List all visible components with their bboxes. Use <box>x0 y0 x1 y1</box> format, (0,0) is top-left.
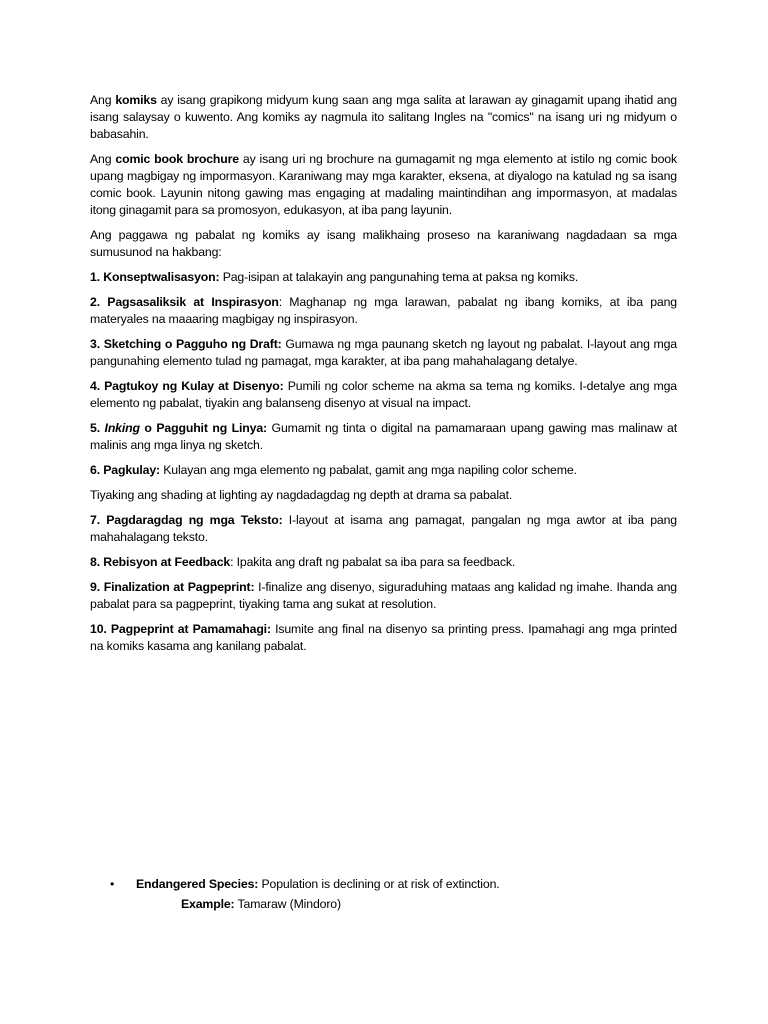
step-title: 7. Pagdaragdag ng mga Teksto: <box>90 513 283 527</box>
step-text: : Ipakita ang draft ng pabalat sa iba para sa feedback. <box>230 555 516 569</box>
step-title: 1. Konseptwalisasyon: <box>90 270 220 284</box>
intro-brochure-paragraph <box>90 151 677 219</box>
step-title: 4. Pagtukoy ng Kulay at Disenyo: <box>90 379 284 393</box>
step-title-italic: Inking <box>104 421 140 435</box>
bullet-text: Population is declining or at risk of extinction. <box>258 877 500 891</box>
step-text: : Maghanap ng mga larawan, pabalat ng ibang komiks, at iba pang materyales na maaaring magbigay ng inspirasyon. <box>90 295 677 326</box>
term-comic-book-brochure: comic book brochure <box>115 152 239 166</box>
step-number: 5. <box>90 421 105 435</box>
step-text: Pumili ng color scheme na akma sa tema ng komiks. I-detalye ang mga elemento ng pabalat, tiyakin ang balanseng disenyo at visual na impact. <box>90 379 677 410</box>
step-3 <box>90 336 677 370</box>
step-title: 9. Finalization at Pagpeprint: <box>90 580 255 594</box>
term-komiks: komiks <box>115 93 157 107</box>
step-text: Isumite ang final na disenyo sa printing press. Ipamahagi ang mga printed na komiks kasama ang kanilang pabalat. <box>90 622 677 653</box>
intro-lead: Ang <box>90 152 116 166</box>
step-4 <box>90 378 677 412</box>
intro-text: ay isang grapikong midyum kung saan ang mga salita at larawan ay ginagamit upang ihatid ang isang salaysay o kuwento. Ang komiks ay nagmula ito salitang Ingles na "comics" na isang uri ng midyum o babasahin. <box>90 93 677 141</box>
step-text: Pag-isipan at talakayin ang pangunahing tema at paksa ng komiks. <box>219 270 579 284</box>
term-endangered-species: Endangered Species: <box>136 877 259 891</box>
example-label: Example: <box>181 897 235 911</box>
step-text: Kulayan ang mga elemento ng pabalat, gamit ang mga napiling color scheme. <box>159 463 577 477</box>
step-7 <box>90 512 677 546</box>
intro-text: ay isang uri ng brochure na gumagamit ng mga elemento at istilo ng comic book upang magbigay ng impormasyon. Karaniwang may mga karakter, eksena, at diyalogo na katulad ng sa isang comic book. Layunin nitong gawing mas engaging at madaling maintindihan ang impormasyon, at madalas itong ginagamit para sa promosyon, edukasyon, at iba pang layunin. <box>90 152 677 217</box>
intro-komiks-paragraph <box>90 92 677 143</box>
intro-process-paragraph: Ang paggawa ng pabalat ng komiks ay isang malikhaing proseso na karaniwang nagdadaan sa mga sumusunod na hakbang: <box>90 228 677 259</box>
example-text: Tamaraw (Mindoro) <box>234 897 341 911</box>
step-title: 2. Pagsasaliksik at Inspirasyon <box>90 295 279 309</box>
step-text: I-finalize ang disenyo, siguraduhing mataas ang kalidad ng imahe. Ihanda ang pabalat para sa pagpeprint, tiyaking tama ang sukat at resolution. <box>90 580 678 611</box>
bullet-icon: • <box>110 877 115 891</box>
bullet-list <box>110 876 500 913</box>
step-text: Gumamit ng tinta o digital na pamamaraan upang gawing mas malinaw at malinis ang mga linya ng sketch. <box>90 421 677 452</box>
step-5 <box>90 420 677 454</box>
example-line <box>110 896 500 913</box>
step-title: 3. Sketching o Pagguho ng Draft: <box>90 337 282 351</box>
step-title: 6. Pagkulay: <box>90 463 160 477</box>
step-6-note: Tiyaking ang shading at lighting ay nagdadagdag ng depth at drama sa pabalat. <box>90 488 513 502</box>
step-2 <box>90 294 677 328</box>
step-8 <box>90 554 677 571</box>
step-text: Gumawa ng mga paunang sketch ng layout ng pabalat. I-layout ang mga pangunahing elemento tulad ng pamagat, mga karakter, at iba pang mahahalagang detalye. <box>90 337 677 368</box>
step-title: 10. Pagpeprint at Pamamahagi: <box>90 622 271 636</box>
step-title: 8. Rebisyon at Feedback <box>90 555 231 569</box>
step-1 <box>90 269 677 286</box>
list-item <box>110 876 500 893</box>
intro-lead: Ang <box>90 93 116 107</box>
step-9 <box>90 579 677 613</box>
step-title-rest: o Pagguhit ng Linya: <box>139 421 267 435</box>
bullet-content <box>136 876 500 893</box>
step-10 <box>90 621 677 655</box>
step-text: I-layout at isama ang pamagat, pangalan ng mga awtor at iba pang mahahalagang teksto. <box>90 513 677 544</box>
step-title <box>90 421 267 435</box>
step-6 <box>90 462 677 479</box>
